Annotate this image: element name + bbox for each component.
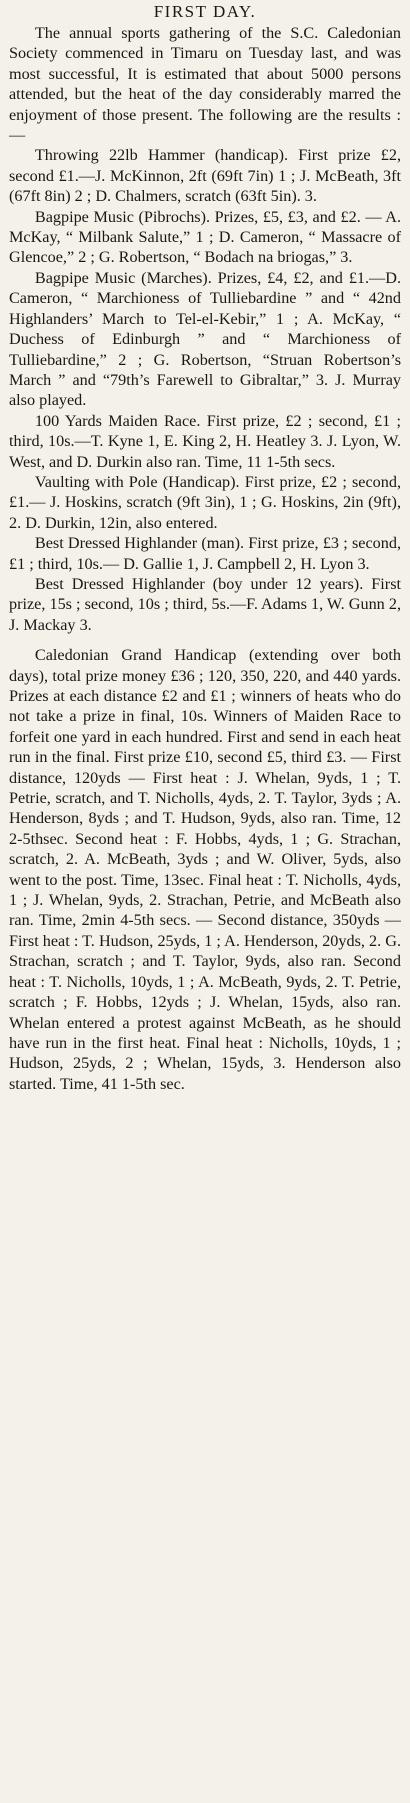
best-dressed-man-results: Best Dressed Highlander (man). First prize, £3 ; second, £1 ; third, 10s.— D. Gallie 1, J. Campbell 2, H. Lyon 3. (9, 534, 401, 573)
best-dressed-boy-results: Best Dressed Highlander (boy under 12 years). First prize, 15s ; second, 10s ; third, 5s.—F. Adams 1, W. Gunn 2, J. Mackay 3. (9, 574, 401, 634)
grand-handicap-results: Caledonian Grand Handicap (extending over both days), total prize money £36 ; 120, 350, 220, and 440 yards. Prizes at each distance £2 and £1 ; winners of heats who do not take a prize in final, 10s. Winners of Maiden Race to forfeit one yard in each hundred. First and send in each heat run in the final. First prize £10, second £5, third £3. — First distance, 120yds — First heat : J. Whelan, 9yds, 1 ; T. Petrie, scratch, and T. Nicholls, 4yds, 2. T. Taylor, 3yds ; A. Henderson, 8yds ; and T. Hudson, 9yds, also ran. Time, 12 2-5thsec. Second heat : F. Hobbs, 4yds, 1 ; G. Strachan, scratch, 2. A. McBeath, 3yds ; and W. Oliver, 5yds, also went to the post. Time, 13sec. Final heat : T. Nicholls, 4yds, 1 ; J. Whelan, 9yds, 2. Strachan, Petrie, and McBeath also ran. Time, 2min 4-5th secs. — Second distance, 350yds —First heat : T. Hudson, 25yds, 1 ; A. Henderson, 20yds, 2. G. Strachan, scratch ; and T. Taylor, 9yds, also ran. Second heat : T. Nicholls, 10yds, 1 ; A. McBeath, 9yds, 2. T. Petrie, scratch ; F. Hobbs, 12yds ; J. Whelan, 15yds, also ran. Whelan entered a protest against McBeath, as he should have run in the first heat. Final heat : Nicholls, 10yds, 1 ; Hudson, 25yds, 2 ; Whelan, 15yds, 3. Henderson also started. Time, 41 1-5th sec. (9, 646, 401, 1093)
maiden-race-results: 100 Yards Maiden Race. First prize, £2 ; second, £1 ; third, 10s.—T. Kyne 1, E. King 2, H. Heatley 3. J. Lyon, W. West, and D. Durkin also ran. Time, 11 1-5th secs. (9, 411, 401, 471)
bagpipe-pibrochs-results: Bagpipe Music (Pibrochs). Prizes, £5, £3, and £2. — A. McKay, “ Milbank Salute,” 1 ; D. Cameron, “ Massacre of Glencoe,” 2 ; G. Robertson, “ Bodach na briogas,” 3. (9, 207, 401, 267)
bagpipe-marches-results: Bagpipe Music (Marches). Prizes, £4, £2, and £1.—D. Cameron, “ Marchioness of Tulliebardine ” and “ 42nd Highlanders’ March to Tel-el-Kebir,” 1 ; A. McKay, “ Duchess of Edinburgh ” and “ Marchioness of Tulliebardine,” 2 ; G. Robertson, “Struan Robertson’s March ” and “79th’s Farewell to Gibraltar,” 3. J. Murray also played. (9, 268, 401, 410)
pole-vault-results: Vaulting with Pole (Handicap). First prize, £2 ; second, £1.— J. Hoskins, scratch (9ft 3in), 1 ; G. Hoskins, 2in (9ft), 2. D. Durkin, 12in, also entered. (9, 472, 401, 532)
hammer-throw-results: Throwing 22lb Hammer (handicap). First prize £2, second £1.—J. McKinnon, 2ft (69ft 7in) 1 ; J. McBeath, 3ft (67ft 8in) 2 ; D. Chalmers, scratch (63ft 5in). 3. (9, 146, 401, 206)
intro-paragraph: The annual sports gathering of the S.C. Caledonian Society commenced in Timaru on Tuesday last, and was most successful, It is estimated that about 5000 persons attended, but the heat of the day considerably marred the enjoyment of those present. The following are the results :— (9, 24, 401, 145)
article-heading: FIRST DAY. (153, 2, 257, 21)
